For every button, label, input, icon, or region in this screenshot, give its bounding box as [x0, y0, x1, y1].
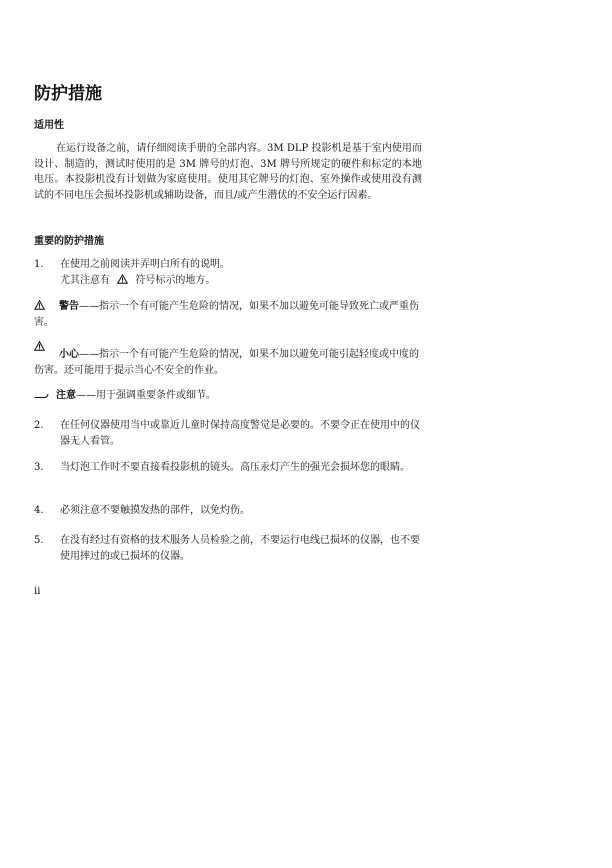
- item-number: 2.: [34, 420, 44, 431]
- important-heading: 重要的防护措施: [34, 236, 104, 247]
- item-number: 3.: [34, 462, 44, 473]
- item-text: 必须注意不要触摸发热的部件，以免灼伤。: [60, 505, 250, 516]
- item-text: 在没有经过有资格的技术服务人员检验之前，不要运行电线已损坏的仪器，也不要使用摔过的或已损坏的仪器。: [60, 535, 420, 562]
- item-text-pre: 尤其注意有: [60, 274, 110, 286]
- note-notice: [34, 388, 426, 404]
- applicability-paragraph: 在运行设备之前，请仔细阅读手册的全部内容。3M DLP 投影机是基于室内使用而设计、制造的，测试时使用的是 3M 牌号的灯泡、3M 牌号所规定的硬件和标定的本地电压。本投影机没有计划做为家庭使用。使用其它牌号的灯泡、室外操作或使用没有测试的不同电压会损坏投影机或辅助设备，而且/或产生潜伏的不安全运行因素。: [34, 143, 422, 201]
- item-text-post: 符号标示的地方。: [135, 274, 216, 286]
- caution-notice: [34, 341, 426, 378]
- applicability-heading: 适用性: [34, 120, 64, 131]
- item-number: 1.: [34, 259, 44, 270]
- caution-triangle-icon: [34, 341, 45, 351]
- item-text-line1: 在使用之前阅读并弄明白所有的说明。: [60, 259, 230, 270]
- caution-label: 小心: [59, 349, 79, 360]
- page-number: ii: [34, 586, 41, 597]
- warning-label: 警告: [59, 301, 79, 312]
- warning-triangle-icon: [34, 300, 45, 310]
- list-item: [34, 503, 426, 519]
- warning-text: ——指示一个有可能产生危险的情况，如果不加以避免可能导致死亡或严重伤害。: [34, 301, 419, 328]
- warning-triangle-icon: [117, 274, 128, 284]
- note-text: ——用于强调重要条件或细节。: [76, 390, 216, 401]
- document-page: [34, 0, 426, 868]
- item-text: 在任何仪器使用当中或靠近儿童时保持高度警觉是必要的。不要令正在使用中的仪器无人看管。: [60, 420, 420, 447]
- item-number: 4.: [34, 505, 44, 516]
- item-text-line2: [60, 273, 426, 289]
- warning-notice: [34, 299, 426, 330]
- note-label: 注意: [56, 390, 76, 401]
- list-item: [34, 257, 426, 288]
- caution-text: ——指示一个有可能产生危险的情况，如果不加以避免可能引起轻度或中度的伤害。还可能用于提示当心不安全的作业。: [34, 349, 419, 376]
- note-icon: [34, 389, 50, 399]
- item-text: 当灯泡工作时不要直接看投影机的镜头。高压汞灯产生的强光会损坏您的眼睛。: [60, 462, 410, 473]
- list-item: [34, 460, 426, 476]
- item-number: 5.: [34, 535, 44, 546]
- page-title: 防护措施: [34, 84, 102, 104]
- list-item: [34, 418, 426, 449]
- list-item: [34, 533, 426, 564]
